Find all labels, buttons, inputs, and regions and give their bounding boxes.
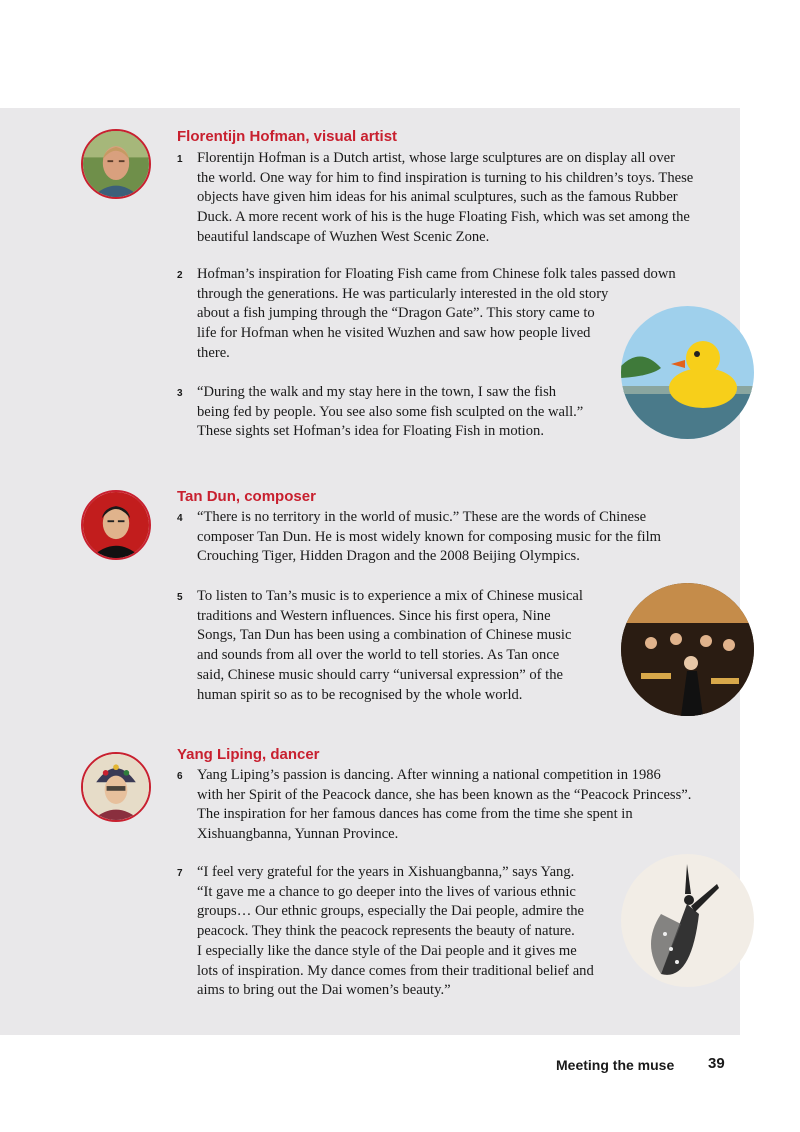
page-number: 39: [708, 1055, 725, 1072]
paragraph-number: 3: [177, 388, 183, 399]
text-line: I especially like the dance style of the Dai people and it gives me: [197, 942, 577, 959]
paragraph-6: [177, 766, 691, 845]
section-heading-yang-liping: Yang Liping, dancer: [177, 746, 320, 763]
paragraph-number: 5: [177, 592, 183, 603]
text-line: groups… Our ethnic groups, especially the Dai people, admire the: [197, 903, 585, 920]
text-line: “During the walk and my stay here in the town, I saw the fish: [197, 384, 557, 400]
text-line: The inspiration for her famous dances has come from the time she spent in: [197, 806, 633, 823]
text-line: Yang Liping’s passion is dancing. After winning a national competition in 1986: [197, 767, 661, 783]
paragraph-7: [177, 863, 594, 1001]
paragraph-number: 6: [177, 771, 183, 782]
orchestra-photo: [621, 583, 754, 716]
text-line: aims to bring out the Dai women’s beauty.”: [197, 982, 451, 999]
paragraph-3: [177, 383, 583, 442]
text-line: about a fish jumping through the “Dragon Gate”. This story came to: [197, 305, 595, 322]
paragraph-number: 1: [177, 154, 183, 165]
text-line: objects have given him ideas for his animal sculptures, such as the famous Rubber: [197, 189, 678, 206]
paragraph-5: [177, 587, 583, 705]
text-line: with her Spirit of the Peacock dance, she has been known as the “Peacock Princess”.: [197, 786, 692, 803]
text-line: “It gave me a chance to go deeper into the lives of various ethnic: [197, 883, 576, 900]
peacock-dancer-photo: [621, 854, 754, 987]
paragraph-number: 7: [177, 868, 183, 879]
paragraph-number: 2: [177, 270, 183, 281]
paragraph-1: [177, 149, 693, 248]
text-line: human spirit so as to be recognised by the whole world.: [197, 686, 523, 703]
text-line: Xishuangbanna, Yunnan Province.: [197, 826, 399, 843]
text-line: traditions and Western influences. Since his first opera, Nine: [197, 607, 551, 624]
text-line: Florentijn Hofman is a Dutch artist, whose large sculptures are on display all over: [197, 150, 675, 166]
hofman-portrait: [81, 129, 151, 199]
tan-dun-portrait: [81, 490, 151, 560]
text-line: “I feel very grateful for the years in Xishuangbanna,” says Yang.: [197, 864, 575, 880]
text-line: lots of inspiration. My dance comes from their traditional belief and: [197, 962, 594, 979]
text-line: there.: [197, 344, 230, 361]
footer-title: Meeting the muse: [556, 1057, 675, 1073]
text-line: the world. One way for him to find inspiration is turning to his children’s toys. These: [197, 169, 694, 186]
text-line: beautiful landscape of Wuzhen West Scenic Zone.: [197, 228, 490, 245]
text-line: Duck. A more recent work of his is the huge Floating Fish, which was set among the: [197, 209, 690, 226]
text-line: These sights set Hofman’s idea for Floating Fish in motion.: [197, 423, 544, 440]
text-line: life for Hofman when he visited Wuzhen and saw how people lived: [197, 325, 591, 342]
paragraph-4: [177, 508, 661, 567]
yang-liping-portrait: [81, 752, 151, 822]
section-heading-hofman: Florentijn Hofman, visual artist: [177, 128, 398, 145]
text-line: said, Chinese music should carry “universal expression” of the: [197, 666, 563, 683]
text-line: through the generations. He was particularly interested in the old story: [197, 285, 609, 302]
text-line: To listen to Tan’s music is to experience a mix of Chinese musical: [197, 588, 583, 604]
text-line: Crouching Tiger, Hidden Dragon and the 2008 Beijing Olympics.: [197, 548, 580, 565]
paragraph-2: [177, 265, 676, 364]
text-line: Songs, Tan Dun has been using a combination of Chinese music: [197, 627, 572, 644]
text-line: and sounds from all over the world to tell stories. As Tan once: [197, 647, 560, 664]
paragraph-number: 4: [177, 513, 183, 524]
text-line: “There is no territory in the world of music.” These are the words of Chinese: [197, 509, 647, 525]
text-line: peacock. They think the peacock represents the beauty of nature.: [197, 923, 575, 940]
text-line: being fed by people. You see also some fish sculpted on the wall.”: [197, 403, 584, 420]
text-line: Hofman’s inspiration for Floating Fish came from Chinese folk tales passed down: [197, 266, 676, 282]
section-heading-tan-dun: Tan Dun, composer: [177, 488, 316, 505]
text-line: composer Tan Dun. He is most widely known for composing music for the film: [197, 528, 662, 545]
